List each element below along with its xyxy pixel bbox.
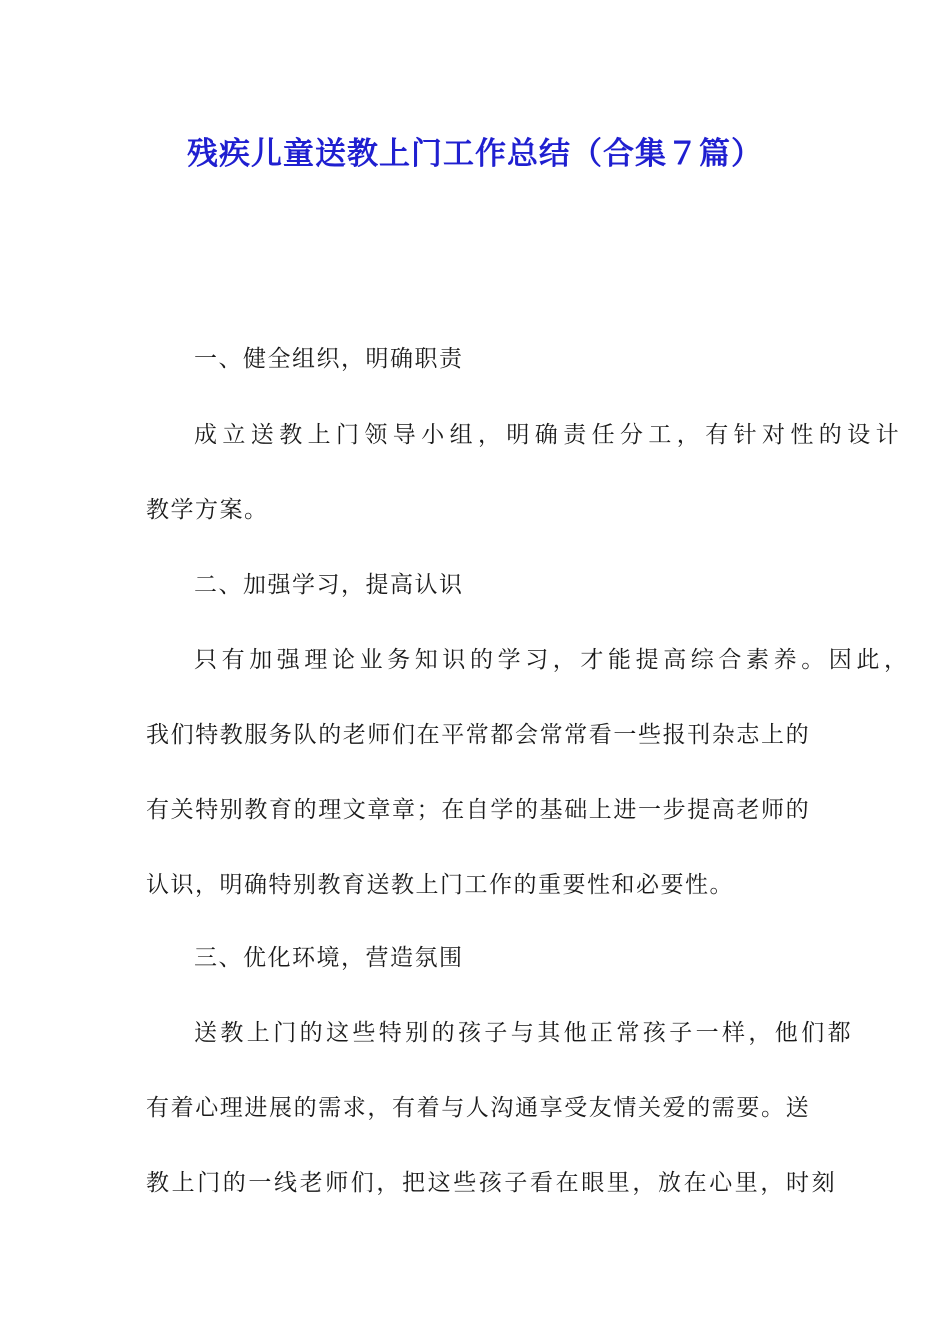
paragraph-line: 成立送教上门领导小组，明确责任分工，有针对性的设计 (194, 422, 904, 448)
paragraph-line: 只有加强理论业务知识的学习，才能提高综合素养。因此， (194, 647, 912, 673)
paragraph-line: 送教上门的这些特别的孩子与其他正常孩子一样，他们都 (194, 1020, 854, 1046)
paragraph-line: 有着心理进展的需求，有着与人沟通享受友情关爱的需要。送 (146, 1095, 811, 1121)
paragraph-line: 教上门的一线老师们，把这些孩子看在眼里，放在心里，时刻 (146, 1170, 838, 1196)
paragraph-line: 认识，明确特别教育送教上门工作的重要性和必要性。 (146, 872, 734, 898)
document-title: 残疾儿童送教上门工作总结（合集７篇） (187, 136, 763, 172)
section-heading-2: 二、加强学习，提高认识 (194, 572, 464, 598)
section-heading-3: 三、优化环境，营造氛围 (194, 945, 464, 971)
paragraph-line: 我们特教服务队的老师们在平常都会常常看一些报刊杂志上的 (146, 722, 811, 748)
section-heading-1: 一、健全组织，明确职责 (194, 346, 464, 372)
paragraph-line: 教学方案。 (146, 497, 269, 523)
paragraph-line: 有关特别教育的理文章章；在自学的基础上进一步提高老师的 (146, 797, 811, 823)
